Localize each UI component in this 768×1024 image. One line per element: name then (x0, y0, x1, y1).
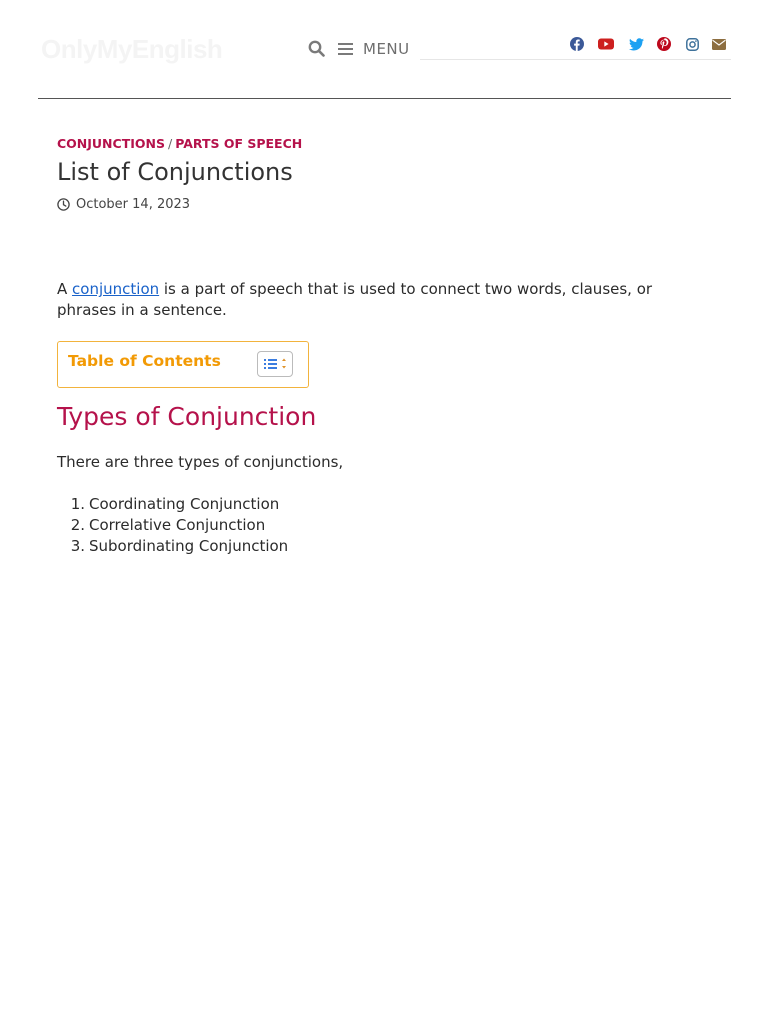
menu-button[interactable] (338, 38, 410, 60)
post-date (57, 197, 190, 212)
list-item: 2. Correlative Conjunction (70, 516, 266, 534)
intro-paragraph (57, 279, 707, 321)
page-title: List of Conjunctions (57, 158, 293, 186)
list-toggle-icon (263, 357, 287, 371)
conjunction-types-list (57, 494, 288, 557)
youtube-icon[interactable] (598, 36, 614, 52)
list-item: 1. Coordinating Conjunction (70, 495, 280, 513)
table-of-contents (57, 341, 309, 388)
facebook-icon[interactable] (569, 36, 585, 52)
search-icon[interactable] (308, 40, 326, 58)
pinterest-icon[interactable] (656, 36, 672, 52)
hamburger-icon (338, 43, 353, 55)
section-heading: Types of Conjunction (57, 402, 317, 431)
breadcrumb-separator: / (167, 136, 173, 151)
intro-text-after: is a part of speech that is used to connect two words, clauses, or phrases in a sentence. (57, 280, 653, 319)
social-divider (420, 59, 731, 60)
conjunction-link[interactable]: conjunction (72, 280, 160, 298)
email-icon[interactable] (711, 36, 727, 52)
toc-toggle-button[interactable] (257, 351, 293, 377)
category-link-conjunctions[interactable]: CONJUNCTIONS (57, 136, 165, 151)
section-lead: There are three types of conjunctions, (57, 453, 344, 471)
breadcrumb (57, 136, 302, 151)
post-date-text: October 14, 2023 (76, 197, 191, 212)
toc-title[interactable]: Table of Contents (68, 352, 221, 370)
twitter-icon[interactable] (628, 36, 644, 52)
site-header (38, 0, 731, 99)
list-item: 3. Subordinating Conjunction (70, 537, 289, 555)
clock-icon (57, 198, 70, 211)
instagram-icon[interactable] (684, 36, 700, 52)
site-logo[interactable]: OnlyMyEnglish (41, 34, 223, 64)
category-link-parts-of-speech[interactable]: PARTS OF SPEECH (175, 136, 303, 151)
intro-text-before: A (57, 280, 73, 298)
menu-label: MENU (363, 40, 410, 58)
